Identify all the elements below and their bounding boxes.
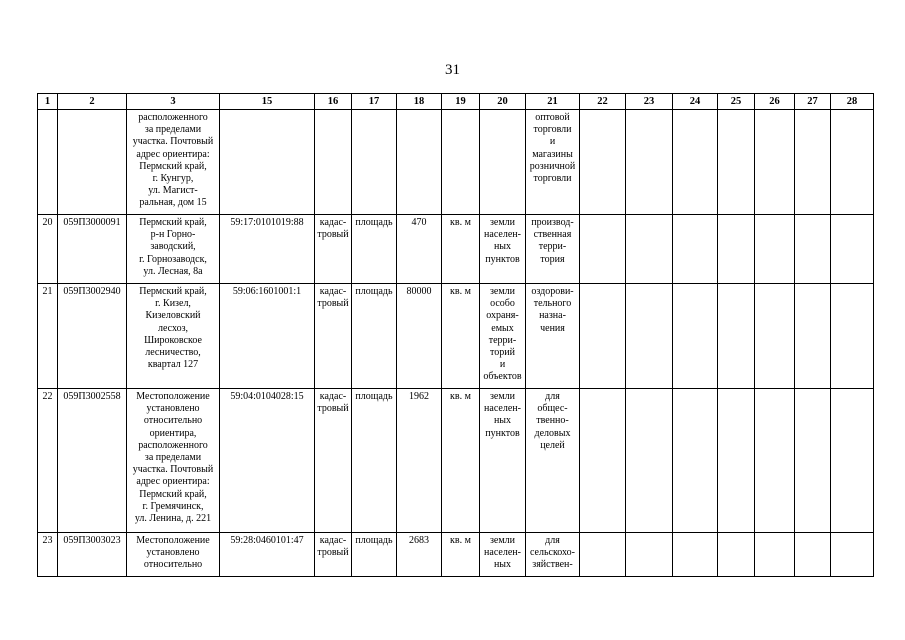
unit: кв. м [442,215,480,284]
empty-cell [795,389,831,533]
empty-cell [755,284,795,389]
empty-cell [580,533,626,577]
empty-cell [718,215,755,284]
empty-cell [755,110,795,215]
unit: кв. м [442,389,480,533]
object-code: 059П3000091 [58,215,127,284]
cadastral-number: 59:04:0104028:15 [220,389,315,533]
column-header: 24 [673,94,718,110]
row-number [38,110,58,215]
row-number: 21 [38,284,58,389]
table-row [38,533,874,577]
object-code: 059П3003023 [58,533,127,577]
land-category: земли особо охраня- емых терри- торий и объектов [480,284,526,389]
land-category: земли населен- ных пунктов [480,215,526,284]
empty-cell [831,389,874,533]
unit [442,110,480,215]
empty-cell [673,533,718,577]
column-header: 25 [718,94,755,110]
empty-cell [755,389,795,533]
permitted-use: оздорови- тельного назна- чения [526,284,580,389]
empty-cell [795,110,831,215]
column-header: 22 [580,94,626,110]
number-type: кадас- тровый [315,389,352,533]
parameter-type: площадь [352,533,397,577]
empty-cell [580,110,626,215]
column-header: 1 [38,94,58,110]
column-header: 21 [526,94,580,110]
empty-cell [626,284,673,389]
object-code [58,110,127,215]
number-type: кадас- тровый [315,284,352,389]
empty-cell [755,215,795,284]
number-type: кадас- тровый [315,533,352,577]
address-cell: расположенного за пределами участка. Почтовый адрес ориентира: Пермский край, г. Кунгур, ул. Магист- ральная, дом 15 [127,110,220,215]
empty-cell [626,110,673,215]
parameter-value: 80000 [397,284,442,389]
column-header: 27 [795,94,831,110]
empty-cell [626,215,673,284]
table-row [38,284,874,389]
empty-cell [718,389,755,533]
column-header: 3 [127,94,220,110]
registry-table [37,93,874,577]
column-header: 19 [442,94,480,110]
table-row [38,389,874,533]
empty-cell [831,533,874,577]
row-number: 22 [38,389,58,533]
page-number: 31 [445,62,460,78]
land-category [480,110,526,215]
empty-cell [831,284,874,389]
object-code: 059П3002940 [58,284,127,389]
empty-cell [626,533,673,577]
land-category: земли населен- ных [480,533,526,577]
unit: кв. м [442,284,480,389]
parameter-value: 2683 [397,533,442,577]
column-header: 15 [220,94,315,110]
column-header: 17 [352,94,397,110]
column-number-row [38,94,874,110]
column-header: 23 [626,94,673,110]
table-row [38,110,874,215]
column-header: 2 [58,94,127,110]
cadastral-number: 59:17:0101019:88 [220,215,315,284]
row-number: 20 [38,215,58,284]
empty-cell [718,284,755,389]
address-cell: Пермский край, г. Кизел, Кизеловский лесхоз, Широковское лесничество, квартал 127 [127,284,220,389]
empty-cell [626,389,673,533]
table-row [38,215,874,284]
parameter-value: 1962 [397,389,442,533]
column-header: 26 [755,94,795,110]
unit: кв. м [442,533,480,577]
parameter-type: площадь [352,215,397,284]
number-type [315,110,352,215]
empty-cell [755,533,795,577]
column-header: 18 [397,94,442,110]
address-cell: Пермский край, р-н Горно- заводский, г. Горнозаводск, ул. Лесная, 8а [127,215,220,284]
cadastral-number: 59:28:0460101:47 [220,533,315,577]
permitted-use: оптовой торговли и магазины розничной торговли [526,110,580,215]
column-header: 28 [831,94,874,110]
cadastral-number [220,110,315,215]
parameter-value [397,110,442,215]
object-code: 059П3002558 [58,389,127,533]
empty-cell [580,215,626,284]
empty-cell [795,533,831,577]
empty-cell [673,215,718,284]
empty-cell [831,215,874,284]
permitted-use: производ- ственная терри- тория [526,215,580,284]
permitted-use: для сельскохо- зяйствен- [526,533,580,577]
parameter-type: площадь [352,284,397,389]
empty-cell [718,533,755,577]
land-category: земли населен- ных пунктов [480,389,526,533]
empty-cell [673,389,718,533]
empty-cell [718,110,755,215]
empty-cell [673,110,718,215]
column-header: 20 [480,94,526,110]
parameter-value: 470 [397,215,442,284]
row-number: 23 [38,533,58,577]
address-cell: Местоположение установлено относительно [127,533,220,577]
empty-cell [580,389,626,533]
cadastral-number: 59:06:1601001:1 [220,284,315,389]
empty-cell [795,215,831,284]
parameter-type [352,110,397,215]
table-body [38,94,874,577]
parameter-type: площадь [352,389,397,533]
address-cell: Местоположение установлено относительно ориентира, расположенного за пределами участка. Почтовый адрес ориентира: Пермский край, г. Гремячинск, ул. Ленина, д. 221 [127,389,220,533]
empty-cell [831,110,874,215]
empty-cell [673,284,718,389]
column-header: 16 [315,94,352,110]
permitted-use: для общес- твенно- деловых целей [526,389,580,533]
number-type: кадас- тровый [315,215,352,284]
empty-cell [795,284,831,389]
empty-cell [580,284,626,389]
